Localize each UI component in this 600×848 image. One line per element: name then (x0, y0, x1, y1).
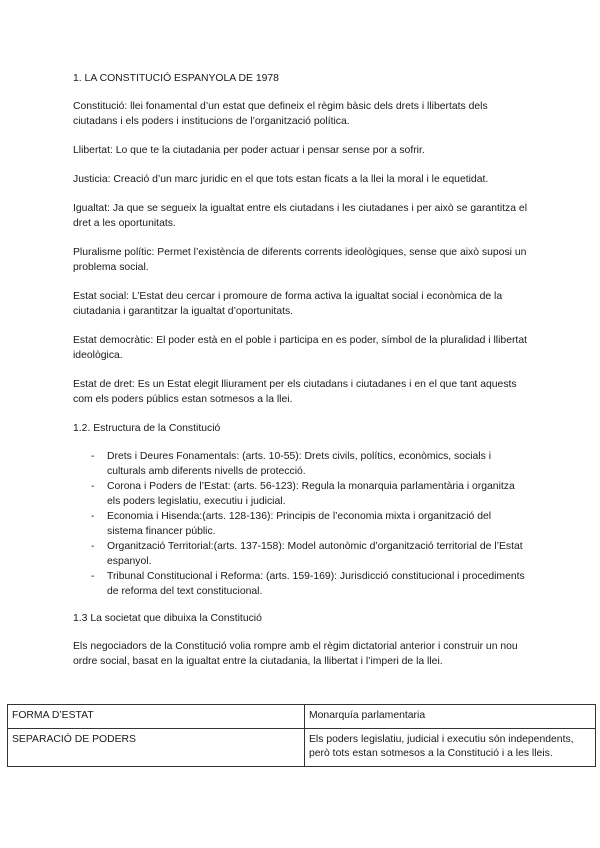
definition-pluralisme-politic: Pluralisme polític: Permet l’existència de diferents corrents ideològiques, sense que això suposi un problema social. (73, 247, 527, 273)
list-dash: - (91, 511, 95, 522)
table-row (8, 705, 596, 729)
list-dash: - (91, 481, 95, 492)
definition-llibertat: Llibertat: Lo que te la ciutadania per poder actuar i pensar sense por a sofrir. (73, 145, 425, 156)
list-item (91, 449, 528, 479)
list-dash: - (91, 541, 95, 552)
section-heading-societat: 1.3 La societat que dibuixa la Constitució (73, 613, 262, 624)
list-item-text: Corona i Poders de l’Estat: (arts. 56-123): Regula la monarquia parlamentària i organitza els poders legislatiu, executiu i judicial. (107, 481, 515, 507)
list-dash: - (91, 451, 95, 462)
document-body (73, 71, 528, 683)
list-item-text: Drets i Deures Fonamentals: (arts. 10-55): Drets civils, polítics, econòmics, socials i culturals amb diferents nivells de protecció. (107, 451, 491, 477)
definition-estat-social: Estat social: L’Estat deu cercar i promoure de forma activa la igualtat social i econòmica de la ciutadania i garantitzar la igualtat d’oportunitats. (73, 291, 503, 317)
summary-table (7, 704, 596, 767)
table-row (8, 729, 596, 767)
table-cell-label: SEPARACIÓ DE PODERS (8, 729, 305, 767)
definition-justicia: Justicia: Creació d’un marc juridic en el que tots estan ficats a la llei la moral i le equetidat. (73, 174, 489, 185)
definition-estat-democratic: Estat democràtic: El poder està en el poble i participa en es poder, símbol de la pluralidad i llibertat ideològica. (73, 335, 527, 361)
section-heading-estructura: 1.2. Estructura de la Constitució (73, 423, 221, 434)
list-item-text: Economia i Hisenda:(arts. 128-136): Principis de l’economia mixta i organització del sistema financer públic. (107, 511, 492, 537)
table-cell-label: FORMA D’ESTAT (8, 705, 305, 729)
definition-igualtat: Igualtat: Ja que se segueix la igualtat entre els ciutadans i les ciutadanes i per això se garantitza el dret a les oportunitats. (73, 203, 528, 229)
table-cell-value: Monarquía parlamentaria (305, 705, 596, 729)
list-item (91, 569, 528, 599)
list-dash: - (91, 571, 95, 582)
document-title: 1. LA CONSTITUCIÓ ESPANYOLA DE 1978 (73, 73, 279, 84)
list-item-text: Tribunal Constitucional i Reforma: (arts. 159-169): Jurisdicció constitucional i procediments de reforma del text constitucional. (107, 571, 525, 597)
list-item (91, 539, 528, 569)
table-cell-value: Els poders legislatiu, judicial i executiu són independents, però tots estan sotmesos a la Constitució i a les lleis. (305, 729, 596, 767)
list-item-text: Organització Territorial:(arts. 137-158): Model autonòmic d’organització territorial de l’Estat espanyol. (107, 541, 523, 567)
list-item (91, 509, 528, 539)
structure-list (73, 449, 528, 599)
definition-constitucio: Constitució: llei fonamental d’un estat que defineix el règim bàsic dels drets i llibertats dels ciutadans i els poders i institucions de l’organització política. (73, 101, 488, 127)
definition-estat-de-dret: Estat de dret: Es un Estat elegit lliurament per els ciutadans i ciutadanes i en el que tant aquests com els poders públics estan sotmesos a la llei. (73, 379, 517, 405)
section-paragraph-societat: Els negociadors de la Constitució volia rompre amb el règim dictatorial anterior i construir un nou ordre social, basat en la igualtat entre la ciutadania, la llibertat i l’imperi de la llei. (73, 641, 518, 667)
list-item (91, 479, 528, 509)
